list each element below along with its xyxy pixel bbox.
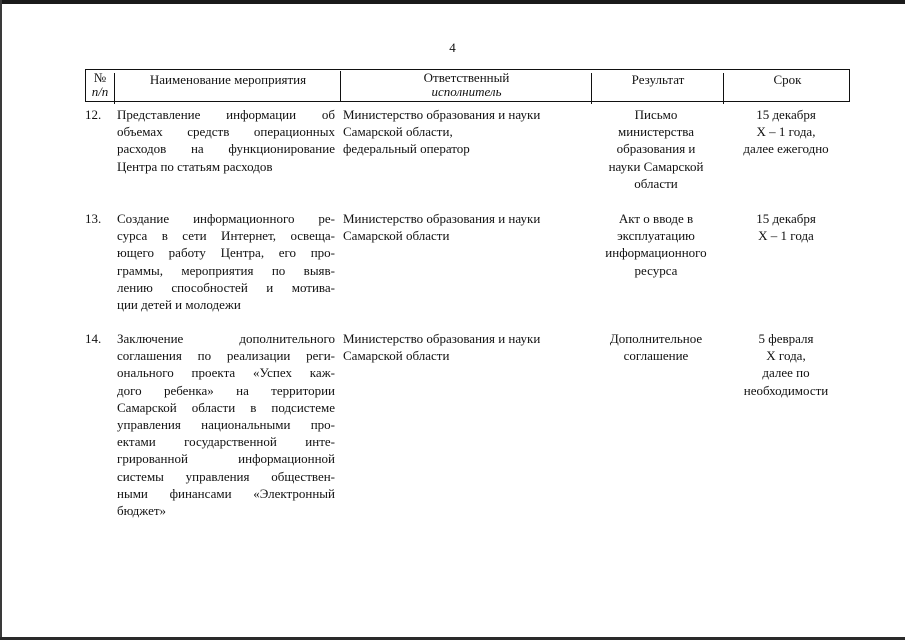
deadline-line: Х года, <box>766 348 806 364</box>
responsible-line: Министерство образования и науки <box>343 107 541 122</box>
header-number-line2: п/п <box>91 84 109 99</box>
row-deadline <box>723 330 849 399</box>
header-result: Результат <box>591 73 724 104</box>
result-line: науки Самарской <box>608 158 704 174</box>
row-result <box>593 210 719 279</box>
name-line: лению способностей и мотива- <box>117 279 335 295</box>
name-line: онального проекта «Успех каж- <box>117 365 335 381</box>
responsible-line: Министерство образования и науки <box>343 331 541 346</box>
name-line: соглашения по реализации реги- <box>117 348 335 364</box>
row-number: 14. <box>85 331 102 346</box>
result-line: министерства <box>617 124 694 140</box>
name-line: бюджет» <box>117 503 167 519</box>
name-line: сурса в сети Интернет, освеща- <box>117 228 335 244</box>
name-line: ектами государственной инте- <box>117 434 335 450</box>
result-line: области <box>634 175 678 191</box>
responsible-line: Самарской области <box>343 228 450 244</box>
name-line: объемах средств операционных <box>117 124 335 140</box>
responsible-line: Самарской области, <box>343 124 453 140</box>
row-result <box>593 330 719 364</box>
row-name <box>117 106 335 175</box>
header-responsible-line2: исполнитель <box>431 84 502 99</box>
name-line: ными финансами «Электронный <box>117 485 335 501</box>
row-responsible <box>343 106 588 158</box>
row-responsible <box>343 330 588 364</box>
responsible-line: Министерство образования и науки <box>343 211 541 226</box>
result-line: Письмо <box>634 107 678 122</box>
deadline-line: Х – 1 года, <box>756 124 816 140</box>
header-deadline: Срок <box>723 73 851 104</box>
name-line: расходов на функционирование <box>117 141 335 157</box>
page-number: 4 <box>449 40 456 55</box>
name-line: ции детей и молодежи <box>117 297 241 313</box>
name-line: Создание информационного ре- <box>117 211 335 226</box>
scan-top-edge <box>0 0 905 4</box>
row-deadline <box>723 106 849 158</box>
header-number-line1: № <box>93 70 107 85</box>
header-responsible <box>340 71 592 102</box>
result-line: эксплуатацию <box>617 228 695 244</box>
name-line: управления национальными про- <box>117 417 335 433</box>
header-number <box>86 71 114 102</box>
deadline-line: 15 декабря <box>756 211 816 226</box>
row-number: 13. <box>85 211 102 226</box>
deadline-line: далее по <box>762 365 810 381</box>
name-line: Самарской области в подсистеме <box>117 399 335 415</box>
row-number: 12. <box>85 107 102 122</box>
header-responsible-line1: Ответственный <box>423 70 510 85</box>
responsible-line: федеральный оператор <box>343 141 470 157</box>
row-result <box>593 106 719 192</box>
name-line: дого ребенка» на территории <box>117 382 335 398</box>
row-responsible <box>343 210 588 244</box>
result-line: образования и <box>616 141 696 157</box>
name-line: граммы, мероприятия по выяв- <box>117 262 335 278</box>
header-name: Наименование мероприятия <box>114 73 341 104</box>
scan-left-edge <box>0 0 2 640</box>
deadline-line: далее ежегодно <box>743 141 829 157</box>
deadline-line: 15 декабря <box>756 107 816 122</box>
deadline-line: Х – 1 года <box>758 228 814 244</box>
name-line: системы управления обществен- <box>117 468 335 484</box>
result-line: соглашение <box>623 348 689 364</box>
deadline-line: 5 февраля <box>758 331 814 346</box>
name-line: Центра по статьям расходов <box>117 158 273 174</box>
name-line: ющего работу Центра, его про- <box>117 245 335 261</box>
row-name <box>117 330 335 519</box>
deadline-line: необходимости <box>743 382 829 398</box>
row-deadline <box>723 210 849 244</box>
result-line: ресурса <box>634 262 678 278</box>
result-line: Дополнительное <box>609 331 703 346</box>
name-line: грированной информационной <box>117 451 335 467</box>
name-line: Заключение дополнительного <box>117 331 335 346</box>
name-line: Представление информации об <box>117 107 335 122</box>
responsible-line: Самарской области <box>343 348 450 364</box>
row-name <box>117 210 335 313</box>
result-line: информационного <box>605 245 707 261</box>
table-header <box>85 69 850 102</box>
result-line: Акт о вводе в <box>618 211 694 226</box>
